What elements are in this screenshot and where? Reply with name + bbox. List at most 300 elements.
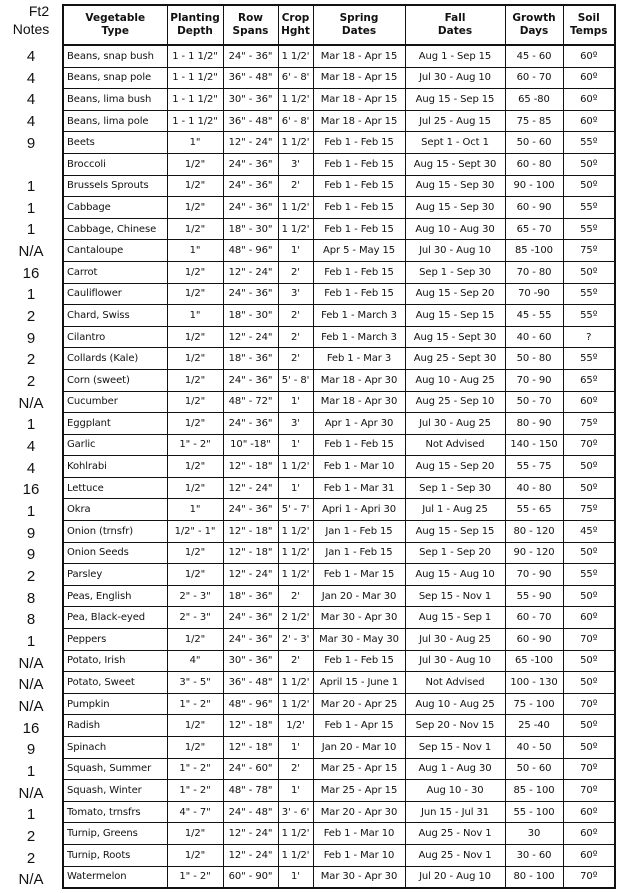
- cell-crop-height: 2': [278, 175, 313, 197]
- cell-spring-dates: Feb 1 - Mar 31: [313, 477, 405, 499]
- cell-vegetable-type: Brussels Sprouts: [63, 175, 167, 197]
- row-note: 1: [26, 503, 36, 521]
- row-note: 4: [26, 91, 36, 109]
- column-header-line2: Type: [101, 25, 129, 37]
- row-note: 4: [26, 69, 36, 87]
- cell-row-spans: 36" - 48": [223, 67, 278, 89]
- vegetable-planting-table: [62, 4, 616, 889]
- cell-soil-temps: 65º: [563, 369, 615, 391]
- table-row: [63, 780, 615, 802]
- cell-fall-dates: Aug 15 - Sep 30: [405, 197, 505, 219]
- cell-growth-days: 30: [505, 823, 563, 845]
- cell-row-spans: 12" - 18": [223, 715, 278, 737]
- cell-growth-days: 80 - 90: [505, 413, 563, 435]
- table-row: [63, 715, 615, 737]
- cell-spring-dates: Feb 1 - Mar 10: [313, 823, 405, 845]
- cell-growth-days: 140 - 150: [505, 434, 563, 456]
- cell-growth-days: 40 - 60: [505, 326, 563, 348]
- table-row: [63, 45, 615, 67]
- cell-fall-dates: Sep 1 - Sep 20: [405, 542, 505, 564]
- cell-soil-temps: 60º: [563, 801, 615, 823]
- cell-soil-temps: 50º: [563, 477, 615, 499]
- row-note: 4: [26, 113, 36, 130]
- cell-spring-dates: Mar 18 - Apr 30: [313, 391, 405, 413]
- table-row: [63, 326, 615, 348]
- cell-fall-dates: Aug 15 - Sep 20: [405, 283, 505, 305]
- cell-fall-dates: Jul 30 - Aug 25: [405, 629, 505, 651]
- table-row: [63, 369, 615, 391]
- cell-fall-dates: Sept 1 - Oct 1: [405, 132, 505, 154]
- table-row: [63, 218, 615, 240]
- table-row: [63, 197, 615, 219]
- table-row: [63, 823, 615, 845]
- cell-vegetable-type: Garlic: [63, 434, 167, 456]
- cell-soil-temps: 55º: [563, 305, 615, 327]
- cell-row-spans: 12" - 24": [223, 261, 278, 283]
- cell-crop-height: 5' - 8': [278, 369, 313, 391]
- cell-planting-depth: 1/2": [167, 326, 223, 348]
- cell-crop-height: 1 1/2': [278, 542, 313, 564]
- cell-fall-dates: Aug 25 - Nov 1: [405, 844, 505, 866]
- cell-growth-days: 55 - 100: [505, 801, 563, 823]
- row-note: 2: [26, 568, 36, 586]
- cell-growth-days: 25 -40: [505, 715, 563, 737]
- cell-spring-dates: Mar 30 - Apr 30: [313, 607, 405, 629]
- cell-crop-height: 2': [278, 348, 313, 370]
- cell-crop-height: 1': [278, 240, 313, 262]
- cell-soil-temps: 75º: [563, 240, 615, 262]
- cell-growth-days: 40 - 50: [505, 737, 563, 759]
- cell-row-spans: 24" - 36": [223, 45, 278, 67]
- row-note: 2: [26, 351, 36, 369]
- cell-vegetable-type: Eggplant: [63, 413, 167, 435]
- cell-growth-days: 75 - 85: [505, 110, 563, 132]
- cell-spring-dates: Apri 1 - Apri 30: [313, 499, 405, 521]
- row-note: 2: [26, 373, 36, 391]
- cell-crop-height: 5' - 7': [278, 499, 313, 521]
- table-row: [63, 844, 615, 866]
- cell-row-spans: 24" - 36": [223, 153, 278, 175]
- cell-planting-depth: 1" - 2": [167, 693, 223, 715]
- cell-planting-depth: 1/2": [167, 153, 223, 175]
- cell-crop-height: 1': [278, 866, 313, 888]
- cell-spring-dates: Feb 1 - March 3: [313, 305, 405, 327]
- cell-vegetable-type: Cucumber: [63, 391, 167, 413]
- cell-spring-dates: Feb 1 - Feb 15: [313, 261, 405, 283]
- cell-crop-height: 1': [278, 780, 313, 802]
- cell-row-spans: 12" - 18": [223, 521, 278, 543]
- table-row: [63, 89, 615, 111]
- cell-fall-dates: Sep 20 - Nov 15: [405, 715, 505, 737]
- cell-growth-days: 90 - 100: [505, 175, 563, 197]
- cell-growth-days: 60 - 90: [505, 197, 563, 219]
- cell-soil-temps: 70º: [563, 780, 615, 802]
- table-row: [63, 650, 615, 672]
- cell-spring-dates: Jan 1 - Feb 15: [313, 521, 405, 543]
- table-header-row: [63, 5, 615, 45]
- cell-planting-depth: 1/2": [167, 456, 223, 478]
- cell-soil-temps: 60º: [563, 823, 615, 845]
- cell-row-spans: 24" - 60": [223, 758, 278, 780]
- cell-row-spans: 24" - 36": [223, 197, 278, 219]
- cell-growth-days: 55 - 65: [505, 499, 563, 521]
- cell-vegetable-type: Cabbage, Chinese: [63, 218, 167, 240]
- column-header-spring-dates: [313, 5, 405, 45]
- cell-crop-height: 1 1/2': [278, 521, 313, 543]
- cell-planting-depth: 1/2": [167, 715, 223, 737]
- cell-crop-height: 1 1/2': [278, 197, 313, 219]
- notes-header-ft2: Ft2: [28, 3, 50, 19]
- cell-spring-dates: Mar 25 - Apr 15: [313, 758, 405, 780]
- cell-crop-height: 2': [278, 585, 313, 607]
- cell-crop-height: 1 1/2': [278, 89, 313, 111]
- table-body: [63, 45, 615, 888]
- cell-planting-depth: 1/2": [167, 564, 223, 586]
- row-note: 16: [22, 481, 40, 499]
- cell-vegetable-type: Cantaloupe: [63, 240, 167, 262]
- cell-vegetable-type: Beans, snap pole: [63, 67, 167, 89]
- cell-growth-days: 65 -80: [505, 89, 563, 111]
- cell-soil-temps: 50º: [563, 542, 615, 564]
- cell-planting-depth: 1": [167, 240, 223, 262]
- table-row: [63, 672, 615, 694]
- cell-crop-height: 6' - 8': [278, 110, 313, 132]
- column-header-line2: Dates: [341, 25, 377, 37]
- cell-fall-dates: Aug 15 - Sept 30: [405, 153, 505, 175]
- cell-fall-dates: Aug 10 - Aug 25: [405, 693, 505, 715]
- row-note: N/A: [18, 698, 44, 716]
- cell-row-spans: 60" - 90": [223, 866, 278, 888]
- column-header-line1: Vegetable: [85, 12, 146, 24]
- column-header-line1: Row: [238, 12, 263, 24]
- cell-soil-temps: 75º: [563, 499, 615, 521]
- cell-crop-height: 2': [278, 305, 313, 327]
- cell-soil-temps: ?: [563, 326, 615, 348]
- cell-fall-dates: Aug 10 - 30: [405, 780, 505, 802]
- column-header-fall-dates: [405, 5, 505, 45]
- cell-row-spans: 12" - 18": [223, 542, 278, 564]
- cell-fall-dates: Aug 1 - Aug 30: [405, 758, 505, 780]
- cell-soil-temps: 70º: [563, 758, 615, 780]
- cell-spring-dates: Feb 1 - Feb 15: [313, 650, 405, 672]
- cell-soil-temps: 55º: [563, 348, 615, 370]
- cell-spring-dates: Mar 18 - Apr 15: [313, 89, 405, 111]
- cell-row-spans: 12" - 24": [223, 477, 278, 499]
- cell-planting-depth: 2" - 3": [167, 585, 223, 607]
- cell-soil-temps: 60º: [563, 67, 615, 89]
- column-header-line1: Growth: [512, 12, 556, 24]
- cell-row-spans: 12" - 24": [223, 132, 278, 154]
- cell-soil-temps: 60º: [563, 45, 615, 67]
- cell-vegetable-type: Watermelon: [63, 866, 167, 888]
- cell-vegetable-type: Beans, lima bush: [63, 89, 167, 111]
- cell-fall-dates: Aug 15 - Aug 10: [405, 564, 505, 586]
- column-header-line2: Depth: [177, 25, 213, 37]
- cell-spring-dates: Mar 18 - Apr 30: [313, 369, 405, 391]
- cell-spring-dates: Feb 1 - March 3: [313, 326, 405, 348]
- cell-crop-height: 2' - 3': [278, 629, 313, 651]
- cell-row-spans: 24" - 36": [223, 175, 278, 197]
- cell-fall-dates: Sep 15 - Nov 1: [405, 737, 505, 759]
- cell-vegetable-type: Carrot: [63, 261, 167, 283]
- row-note: 2: [26, 308, 36, 326]
- cell-row-spans: 12" - 24": [223, 844, 278, 866]
- cell-crop-height: 2': [278, 326, 313, 348]
- cell-crop-height: 3': [278, 283, 313, 305]
- cell-vegetable-type: Squash, Summer: [63, 758, 167, 780]
- cell-planting-depth: 1/2": [167, 629, 223, 651]
- cell-spring-dates: Mar 30 - Apr 30: [313, 866, 405, 888]
- cell-row-spans: 48" - 78": [223, 780, 278, 802]
- row-note: 2: [26, 828, 36, 846]
- cell-spring-dates: Feb 1 - Feb 15: [313, 197, 405, 219]
- cell-row-spans: 12" - 24": [223, 564, 278, 586]
- cell-crop-height: 1': [278, 477, 313, 499]
- cell-spring-dates: Feb 1 - Feb 15: [313, 434, 405, 456]
- row-note: 9: [26, 524, 36, 542]
- row-note: 4: [26, 438, 36, 456]
- cell-soil-temps: 55º: [563, 218, 615, 240]
- column-header-row-spans: [223, 5, 278, 45]
- column-header-line1: Spring: [339, 12, 379, 24]
- table-row: [63, 240, 615, 262]
- table-row: [63, 801, 615, 823]
- cell-crop-height: 1 1/2': [278, 132, 313, 154]
- cell-vegetable-type: Potato, Sweet: [63, 672, 167, 694]
- table-row: [63, 866, 615, 888]
- cell-spring-dates: Feb 1 - Feb 15: [313, 283, 405, 305]
- cell-growth-days: 60 - 80: [505, 153, 563, 175]
- cell-planting-depth: 1/2": [167, 477, 223, 499]
- cell-vegetable-type: Okra: [63, 499, 167, 521]
- cell-spring-dates: April 15 - June 1: [313, 672, 405, 694]
- cell-spring-dates: Jan 1 - Feb 15: [313, 542, 405, 564]
- cell-soil-temps: 50º: [563, 456, 615, 478]
- cell-spring-dates: Mar 30 - May 30: [313, 629, 405, 651]
- cell-row-spans: 10" -18": [223, 434, 278, 456]
- cell-fall-dates: Sep 15 - Nov 1: [405, 585, 505, 607]
- column-header-line1: Soil: [577, 12, 600, 24]
- cell-planting-depth: 1/2": [167, 542, 223, 564]
- cell-spring-dates: Feb 1 - Mar 3: [313, 348, 405, 370]
- table-row: [63, 413, 615, 435]
- cell-crop-height: 1 1/2': [278, 218, 313, 240]
- cell-fall-dates: Aug 15 - Sep 15: [405, 89, 505, 111]
- notes-header-notes: Notes: [12, 21, 50, 37]
- cell-fall-dates: Jul 25 - Aug 15: [405, 110, 505, 132]
- cell-spring-dates: Feb 1 - Feb 15: [313, 175, 405, 197]
- cell-soil-temps: 60º: [563, 391, 615, 413]
- cell-row-spans: 18" - 36": [223, 348, 278, 370]
- cell-row-spans: 24" - 48": [223, 801, 278, 823]
- cell-planting-depth: 1": [167, 132, 223, 154]
- row-note: N/A: [18, 784, 44, 802]
- cell-planting-depth: 1 - 1 1/2": [167, 110, 223, 132]
- cell-row-spans: 12" - 18": [223, 737, 278, 759]
- cell-vegetable-type: Lettuce: [63, 477, 167, 499]
- row-note: 16: [22, 719, 40, 737]
- cell-growth-days: 50 - 70: [505, 391, 563, 413]
- table-row: [63, 305, 615, 327]
- cell-crop-height: 1 1/2': [278, 844, 313, 866]
- cell-fall-dates: Aug 15 - Sep 30: [405, 175, 505, 197]
- table-row: [63, 585, 615, 607]
- cell-growth-days: 70 -90: [505, 283, 563, 305]
- cell-crop-height: 2 1/2': [278, 607, 313, 629]
- cell-spring-dates: Feb 1 - Apr 15: [313, 715, 405, 737]
- table-row: [63, 283, 615, 305]
- cell-soil-temps: 60º: [563, 844, 615, 866]
- cell-fall-dates: Aug 25 - Nov 1: [405, 823, 505, 845]
- cell-row-spans: 30" - 36": [223, 650, 278, 672]
- row-note: N/A: [18, 394, 44, 412]
- cell-crop-height: 3': [278, 153, 313, 175]
- cell-spring-dates: Feb 1 - Mar 15: [313, 564, 405, 586]
- cell-soil-temps: 50º: [563, 650, 615, 672]
- cell-planting-depth: 1/2": [167, 218, 223, 240]
- cell-planting-depth: 1/2": [167, 197, 223, 219]
- cell-soil-temps: 70º: [563, 866, 615, 888]
- cell-growth-days: 60 - 90: [505, 629, 563, 651]
- cell-planting-depth: 1/2": [167, 175, 223, 197]
- cell-growth-days: 50 - 60: [505, 758, 563, 780]
- cell-vegetable-type: Pumpkin: [63, 693, 167, 715]
- table-row: [63, 456, 615, 478]
- cell-fall-dates: Aug 15 - Sep 1: [405, 607, 505, 629]
- cell-fall-dates: Sep 1 - Sep 30: [405, 261, 505, 283]
- column-header-line1: Crop: [281, 12, 310, 24]
- cell-planting-depth: 2" - 3": [167, 607, 223, 629]
- row-note: 2: [26, 849, 36, 867]
- cell-crop-height: 1 1/2': [278, 693, 313, 715]
- cell-soil-temps: 75º: [563, 413, 615, 435]
- cell-growth-days: 45 - 55: [505, 305, 563, 327]
- cell-crop-height: 3' - 6': [278, 801, 313, 823]
- column-header-line2: Spans: [232, 25, 269, 37]
- cell-crop-height: 1': [278, 737, 313, 759]
- column-header-vegetable-type: [63, 5, 167, 45]
- cell-row-spans: 24" - 36": [223, 369, 278, 391]
- cell-planting-depth: 1/2": [167, 823, 223, 845]
- cell-fall-dates: Jul 30 - Aug 25: [405, 413, 505, 435]
- cell-fall-dates: Jul 20 - Aug 10: [405, 866, 505, 888]
- cell-growth-days: 65 - 70: [505, 218, 563, 240]
- cell-vegetable-type: Squash, Winter: [63, 780, 167, 802]
- cell-vegetable-type: Beets: [63, 132, 167, 154]
- cell-crop-height: 3': [278, 413, 313, 435]
- cell-crop-height: 1 1/2': [278, 45, 313, 67]
- column-header-line2: Days: [519, 25, 549, 37]
- cell-growth-days: 75 - 100: [505, 693, 563, 715]
- cell-growth-days: 100 - 130: [505, 672, 563, 694]
- row-note: 1: [26, 178, 36, 196]
- cell-soil-temps: 55º: [563, 283, 615, 305]
- cell-planting-depth: 1" - 2": [167, 758, 223, 780]
- cell-vegetable-type: Potato, Irish: [63, 650, 167, 672]
- cell-soil-temps: 50º: [563, 737, 615, 759]
- cell-fall-dates: Not Advised: [405, 672, 505, 694]
- cell-vegetable-type: Onion Seeds: [63, 542, 167, 564]
- cell-row-spans: 48" - 72": [223, 391, 278, 413]
- cell-spring-dates: Jan 20 - Mar 30: [313, 585, 405, 607]
- cell-crop-height: 1 1/2': [278, 564, 313, 586]
- column-header-line1: Planting: [170, 12, 220, 24]
- cell-vegetable-type: Beans, snap bush: [63, 45, 167, 67]
- cell-spring-dates: Mar 25 - Apr 15: [313, 780, 405, 802]
- cell-soil-temps: 50º: [563, 715, 615, 737]
- cell-crop-height: 2': [278, 650, 313, 672]
- cell-spring-dates: Mar 20 - Apr 30: [313, 801, 405, 823]
- cell-crop-height: 1 1/2': [278, 456, 313, 478]
- cell-spring-dates: Feb 1 - Feb 15: [313, 218, 405, 240]
- cell-growth-days: 30 - 60: [505, 844, 563, 866]
- cell-planting-depth: 3" - 5": [167, 672, 223, 694]
- row-note: 1: [26, 286, 36, 304]
- cell-fall-dates: Jun 15 - Jul 31: [405, 801, 505, 823]
- cell-growth-days: 90 - 120: [505, 542, 563, 564]
- row-note: N/A: [18, 654, 44, 672]
- cell-fall-dates: Jul 30 - Aug 10: [405, 67, 505, 89]
- cell-row-spans: 24" - 36": [223, 629, 278, 651]
- cell-soil-temps: 55º: [563, 132, 615, 154]
- cell-row-spans: 24" - 36": [223, 607, 278, 629]
- cell-growth-days: 50 - 80: [505, 348, 563, 370]
- cell-row-spans: 24" - 36": [223, 283, 278, 305]
- row-note: N/A: [18, 871, 44, 889]
- cell-row-spans: 36" - 48": [223, 672, 278, 694]
- cell-planting-depth: 1": [167, 305, 223, 327]
- cell-growth-days: 70 - 80: [505, 261, 563, 283]
- cell-row-spans: 12" - 24": [223, 326, 278, 348]
- table-row: [63, 132, 615, 154]
- row-note: 8: [26, 589, 36, 607]
- cell-crop-height: 2': [278, 758, 313, 780]
- cell-fall-dates: Aug 15 - Sept 30: [405, 326, 505, 348]
- cell-fall-dates: Aug 10 - Aug 30: [405, 218, 505, 240]
- cell-fall-dates: Aug 15 - Sep 15: [405, 521, 505, 543]
- cell-planting-depth: 1/2": [167, 369, 223, 391]
- cell-crop-height: 1': [278, 434, 313, 456]
- cell-soil-temps: 70º: [563, 693, 615, 715]
- row-note: 4: [26, 48, 36, 65]
- table-row: [63, 110, 615, 132]
- cell-spring-dates: Jan 20 - Mar 10: [313, 737, 405, 759]
- cell-spring-dates: Mar 20 - Apr 25: [313, 693, 405, 715]
- table-row: [63, 261, 615, 283]
- cell-vegetable-type: Turnip, Greens: [63, 823, 167, 845]
- cell-growth-days: 45 - 60: [505, 45, 563, 67]
- cell-planting-depth: 1" - 2": [167, 780, 223, 802]
- cell-vegetable-type: Turnip, Roots: [63, 844, 167, 866]
- column-header-line2: Dates: [437, 25, 473, 37]
- table-row: [63, 737, 615, 759]
- cell-row-spans: 12" - 18": [223, 456, 278, 478]
- cell-planting-depth: 1 - 1 1/2": [167, 89, 223, 111]
- cell-spring-dates: Feb 1 - Mar 10: [313, 844, 405, 866]
- column-header-crop-height: [278, 5, 313, 45]
- row-note: 16: [22, 264, 40, 282]
- table-row: [63, 564, 615, 586]
- row-note: 1: [26, 416, 36, 434]
- cell-planting-depth: 1/2": [167, 413, 223, 435]
- cell-fall-dates: Sep 1 - Sep 30: [405, 477, 505, 499]
- cell-soil-temps: 70º: [563, 629, 615, 651]
- cell-row-spans: 12" - 24": [223, 823, 278, 845]
- cell-row-spans: 18" - 30": [223, 218, 278, 240]
- cell-growth-days: 70 - 90: [505, 564, 563, 586]
- cell-growth-days: 80 - 120: [505, 521, 563, 543]
- cell-crop-height: 1 1/2': [278, 823, 313, 845]
